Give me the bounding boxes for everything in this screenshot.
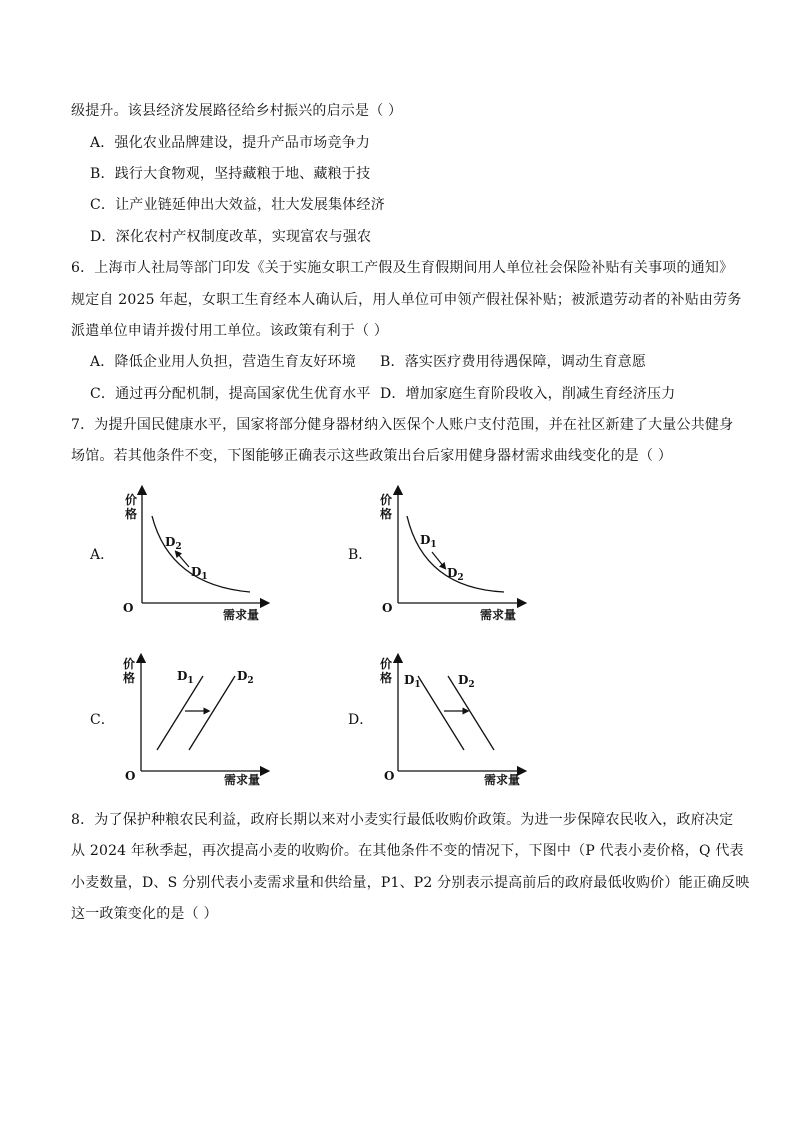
q6-option-b: B．落实医疗费用待遇保障，调动生育意愿 bbox=[380, 354, 647, 370]
q5-option-a: A．强化农业品牌建设，提升产品市场竞争力 bbox=[90, 135, 371, 151]
q8-stem-line-3: 小麦数量，D、S 分别代表小麦需求量和供给量，P1、P2 分别表示提高前后的政府最低收购价）能正确反映 bbox=[71, 875, 750, 891]
q6-stem-line-3: 派遣单位申请并拨付用工单位。该政策有利于（ ） bbox=[71, 323, 389, 339]
q8-stem-line-2: 从 2024 年秋季起，再次提高小麦的收购价。在其他条件不变的情况下，下图中（P 代表小麦价格，Q 代表 bbox=[71, 843, 744, 859]
origin-label: O bbox=[125, 769, 136, 783]
x-axis-label: 需求量 bbox=[484, 773, 521, 787]
label-lower: $D_1$ bbox=[191, 565, 208, 582]
y-axis-label: 价格 bbox=[380, 493, 393, 521]
q5-stem-tail: 级提升。该县经济发展路径给乡村振兴的启示是（ ） bbox=[71, 103, 403, 119]
q6-option-a: A．降低企业用人负担，营造生育友好环境 bbox=[90, 354, 356, 370]
q7-graph-a bbox=[115, 480, 275, 625]
demand-line-d1 bbox=[418, 676, 464, 750]
label-upper: $D_2$ bbox=[165, 535, 182, 552]
shift-arrow bbox=[432, 552, 444, 567]
q7-graph-b bbox=[372, 480, 532, 625]
x-axis-label: 需求量 bbox=[223, 608, 260, 622]
q5-option-c: C．让产业链延伸出大效益，壮大发展集体经济 bbox=[90, 197, 385, 213]
y-axis-label: 价格 bbox=[380, 657, 393, 685]
q7-graph-c-letter: C． bbox=[90, 712, 115, 728]
q7-stem-line-1: 7．为提升国民健康水平，国家将部分健身器材纳入医保个人账户支付范围，并在社区新建了大量公共健身 bbox=[71, 417, 734, 433]
q7-graph-a-letter: A． bbox=[90, 547, 115, 563]
q7-graph-d bbox=[372, 648, 532, 793]
q7-stem-line-2: 场馆。若其他条件不变，下图能够正确表示这些政策出台后家用健身器材需求曲线变化的是（ ） bbox=[71, 448, 673, 464]
q5-option-b: B．践行大食物观，坚持藏粮于地、藏粮于技 bbox=[90, 166, 371, 182]
label-upper: $D_1$ bbox=[420, 533, 437, 550]
label-d1: $D_1$ bbox=[404, 673, 421, 690]
shift-arrow bbox=[177, 553, 189, 567]
origin-label: O bbox=[123, 601, 134, 615]
q7-graph-d-letter: D． bbox=[348, 712, 374, 728]
q8-stem-line-1: 8．为了保护种粮农民利益，政府长期以来对小麦实行最低收购价政策。为进一步保障农民收入，政府决定 bbox=[71, 812, 734, 828]
origin-label: O bbox=[384, 769, 395, 783]
q6-stem-line-1: 6．上海市人社局等部门印发《关于实施女职工产假及生育假期间用人单位社会保险补贴有关事项的通知》 bbox=[71, 260, 734, 276]
demand-curve bbox=[407, 516, 504, 592]
q6-option-d: D．增加家庭生育阶段收入，削减生育经济压力 bbox=[380, 386, 676, 402]
label-d2: $D_2$ bbox=[458, 673, 475, 690]
q6-stem-line-2: 规定自 2025 年起，女职工生育经本人确认后，用人单位可申领产假社保补贴；被派遣劳动者的补贴由劳务 bbox=[71, 292, 742, 308]
y-axis-label: 价格 bbox=[125, 493, 138, 521]
x-axis-label: 需求量 bbox=[480, 608, 517, 622]
label-d2: $D_2$ bbox=[237, 669, 254, 686]
label-d1: $D_1$ bbox=[177, 669, 194, 686]
q7-graph-b-letter: B． bbox=[348, 547, 373, 563]
x-axis-label: 需求量 bbox=[224, 773, 261, 787]
q5-option-d: D．深化农村产权制度改革，实现富农与强农 bbox=[90, 229, 372, 245]
q6-option-c: C．通过再分配机制，提高国家优生优育水平 bbox=[90, 386, 371, 402]
origin-label: O bbox=[382, 601, 393, 615]
label-lower: $D_2$ bbox=[447, 566, 464, 583]
q8-stem-line-4: 这一政策变化的是（ ） bbox=[71, 906, 218, 922]
y-axis-label: 价格 bbox=[123, 657, 136, 685]
q7-graph-c bbox=[115, 648, 275, 793]
